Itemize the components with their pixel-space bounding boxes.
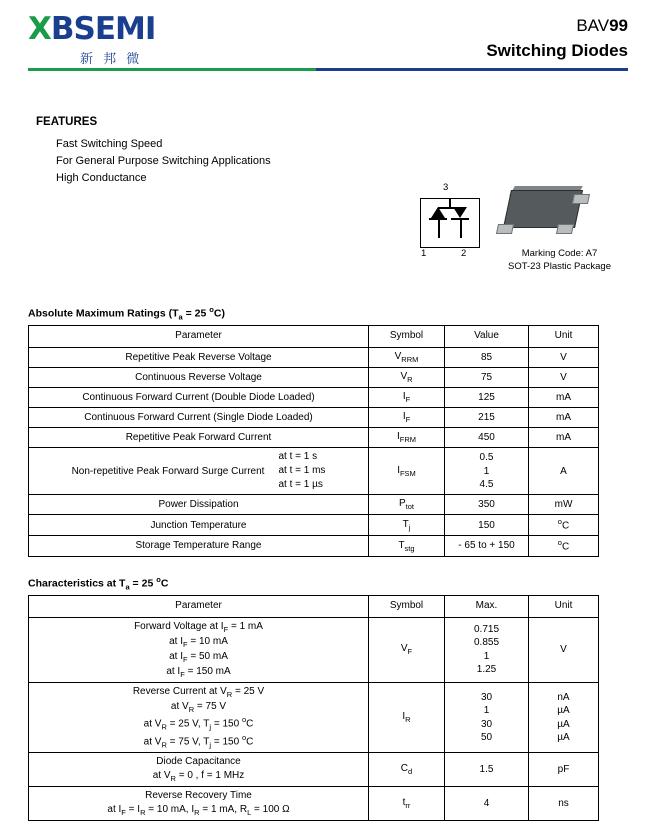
table-row [29, 683, 599, 753]
cell-value: 1.5 [445, 753, 529, 787]
parameter-line: at $I_F = I_R = 10$ mA, $I_R = 1$ mA, $R_L = 100$ Ω [107, 803, 290, 817]
condition-line: at t = 1 ms [278, 465, 326, 477]
table-row [29, 536, 599, 557]
abs-max-table [28, 325, 599, 557]
header-parameter: Parameter [29, 325, 369, 347]
cell-parameter: Continuous Forward Current (Single Diode Loaded) [29, 408, 369, 428]
sot23-package-image [495, 186, 593, 248]
cell-unit: pF [529, 753, 599, 787]
cell-parameter [29, 787, 369, 821]
parameter-line: Reverse Current at $V_R = 25$ V [132, 686, 265, 700]
cell-unit: $^o$C [529, 515, 599, 536]
cell-symbol: $V_F$ [369, 617, 445, 683]
cell-symbol: $V_R$ [369, 367, 445, 387]
abs-max-section [28, 305, 628, 557]
cell-parameter [29, 617, 369, 683]
cell-parameter: Power Dissipation [29, 495, 369, 515]
cell-symbol: $I_F$ [369, 408, 445, 428]
value-line: 1 [483, 650, 490, 662]
value-line: 0.5 [479, 452, 494, 464]
cell-parameter-label: Non-repetitive Peak Forward Surge Current [71, 465, 265, 477]
part-number-prefix: BAV [576, 16, 610, 35]
cell-unit: mA [529, 428, 599, 448]
cell-symbol: $I_{FSM}$ [369, 448, 445, 495]
header-max: Max. [445, 595, 529, 617]
package-caption [487, 248, 632, 274]
characteristics-table [28, 595, 599, 821]
cell-parameter [29, 683, 369, 753]
table-row [29, 347, 599, 367]
value-line: 0.715 [473, 623, 500, 635]
parameter-line: at $I_F = 50$ mA [169, 650, 228, 664]
header-symbol: Symbol [369, 325, 445, 347]
cell-parameter: Continuous Forward Current (Double Diode Loaded) [29, 387, 369, 407]
characteristics-caption: Characteristics at $T_a = 25$ $^o$C [28, 575, 169, 592]
part-number [486, 16, 628, 36]
parameter-line: at $I_F = 150$ mA [166, 666, 231, 680]
cell-unit: V [529, 367, 599, 387]
cell-unit: ns [529, 787, 599, 821]
package-lead-2 [556, 224, 574, 234]
cell-parameter-conditions [278, 450, 325, 492]
header-symbol: Symbol [369, 595, 445, 617]
value-line: 1 [483, 465, 490, 477]
unit-line: µA [557, 718, 570, 730]
cell-parameter: Junction Temperature [29, 515, 369, 536]
cell-value: 350 [445, 495, 529, 515]
value-line: 50 [480, 732, 493, 744]
characteristics-section [28, 575, 628, 821]
package-lead-1 [496, 224, 514, 234]
cell-symbol: $C_d$ [369, 753, 445, 787]
value-line: 30 [480, 691, 493, 703]
cell-symbol: $t_{rr}$ [369, 787, 445, 821]
unit-line: nA [557, 691, 570, 703]
pin-label-2: 2 [461, 248, 467, 259]
page-header [28, 0, 628, 76]
table-row [29, 617, 599, 683]
cell-unit: A [529, 448, 599, 495]
table-row [29, 753, 599, 787]
feature-item: For General Purpose Switching Applications [56, 155, 271, 168]
cell-symbol: $T_{stg}$ [369, 536, 445, 557]
cell-value: 150 [445, 515, 529, 536]
cell-value [445, 683, 529, 753]
logo-chinese-name: 新 邦 微 [80, 52, 143, 67]
logo-letter-x: X [28, 11, 51, 47]
cell-symbol: $V_{RRM}$ [369, 347, 445, 367]
table-row [29, 408, 599, 428]
table-row [29, 515, 599, 536]
package-name-text: SOT-23 Plastic Package [508, 260, 611, 272]
feature-item: Fast Switching Speed [56, 138, 163, 150]
parameter-line: Diode Capacitance [156, 756, 241, 768]
cell-value: 125 [445, 387, 529, 407]
company-logo [28, 11, 156, 67]
table-row [29, 448, 599, 495]
parameter-line: Reverse Recovery Time [145, 790, 252, 802]
diode-triangle-right [453, 207, 467, 218]
schematic-symbol-box [420, 198, 480, 248]
document-title-block [486, 14, 628, 61]
cell-symbol: $I_F$ [369, 387, 445, 407]
logo-letters-bsemi: BSEMI [50, 11, 156, 47]
cell-value: 4 [445, 787, 529, 821]
condition-line: at t = 1 s [278, 451, 318, 463]
parameter-line: Forward Voltage at $I_F = 1$ mA [134, 620, 263, 634]
cell-unit [529, 683, 599, 753]
abs-max-caption: Absolute Maximum Ratings ($T_a = 25$ $^o$C) [28, 305, 225, 322]
cell-value: 215 [445, 408, 529, 428]
package-lead-3 [572, 194, 590, 204]
cell-symbol: $T_j$ [369, 515, 445, 536]
value-line: 1.25 [476, 664, 497, 676]
condition-line: at t = 1 µs [278, 479, 323, 491]
cell-unit: mW [529, 495, 599, 515]
cell-symbol: $P_{tot}$ [369, 495, 445, 515]
table-row [29, 428, 599, 448]
marking-code-text: Marking Code: A7 [521, 248, 598, 259]
header-divider [28, 68, 628, 71]
header-unit: Unit [529, 325, 599, 347]
cell-parameter [29, 753, 369, 787]
pin-label-1: 1 [421, 248, 427, 259]
unit-line: µA [557, 732, 570, 744]
document-subtitle: Switching Diodes [486, 41, 628, 60]
lead-pin3 [449, 199, 451, 208]
lead-pin1 [438, 218, 440, 238]
header-unit: Unit [529, 595, 599, 617]
part-number-suffix: 99 [609, 16, 628, 35]
cell-value: 450 [445, 428, 529, 448]
cell-symbol: $I_R$ [369, 683, 445, 753]
unit-line: µA [557, 705, 570, 717]
cell-value [445, 448, 529, 495]
value-line: 4.5 [479, 479, 494, 491]
parameter-line: at $V_R = 75$ V [170, 701, 227, 715]
cell-unit: V [529, 347, 599, 367]
parameter-line: at $V_R = 0$ , f = 1 MHz [152, 769, 245, 783]
pin-label-3: 3 [443, 182, 449, 193]
lead-pin2 [460, 218, 462, 238]
feature-item: High Conductance [56, 172, 147, 185]
cell-unit: mA [529, 408, 599, 428]
value-line: 30 [480, 718, 493, 730]
cell-parameter: Continuous Reverse Voltage [29, 367, 369, 387]
cell-parameter [29, 448, 369, 495]
cell-value: 75 [445, 367, 529, 387]
parameter-line: at $I_F = 10$ mA [169, 635, 228, 649]
cell-value: 85 [445, 347, 529, 367]
table-header-row [29, 595, 599, 617]
cell-symbol: $I_{FRM}$ [369, 428, 445, 448]
cell-parameter: Repetitive Peak Reverse Voltage [29, 347, 369, 367]
value-line: 0.855 [473, 637, 500, 649]
table-row [29, 367, 599, 387]
logo-wordmark [28, 11, 156, 47]
table-row [29, 787, 599, 821]
cell-unit: mA [529, 387, 599, 407]
cell-parameter: Storage Temperature Range [29, 536, 369, 557]
table-header-row [29, 325, 599, 347]
header-value: Value [445, 325, 529, 347]
cell-unit: V [529, 617, 599, 683]
package-body [503, 190, 583, 228]
cell-value: - 65 to + 150 [445, 536, 529, 557]
header-parameter: Parameter [29, 595, 369, 617]
cell-parameter: Repetitive Peak Forward Current [29, 428, 369, 448]
cell-value [445, 617, 529, 683]
diode-triangle-left [431, 207, 445, 218]
table-row [29, 495, 599, 515]
parameter-line: at $V_R = 75$ V, $T_j = 150$ $^o$C [143, 732, 254, 750]
package-diagram [395, 180, 630, 290]
table-row [29, 387, 599, 407]
cell-unit: $^o$C [529, 536, 599, 557]
parameter-line: at $V_R = 25$ V, $T_j = 150$ $^o$C [143, 715, 254, 732]
features-heading: FEATURES [36, 116, 98, 128]
value-line: 1 [483, 705, 490, 717]
